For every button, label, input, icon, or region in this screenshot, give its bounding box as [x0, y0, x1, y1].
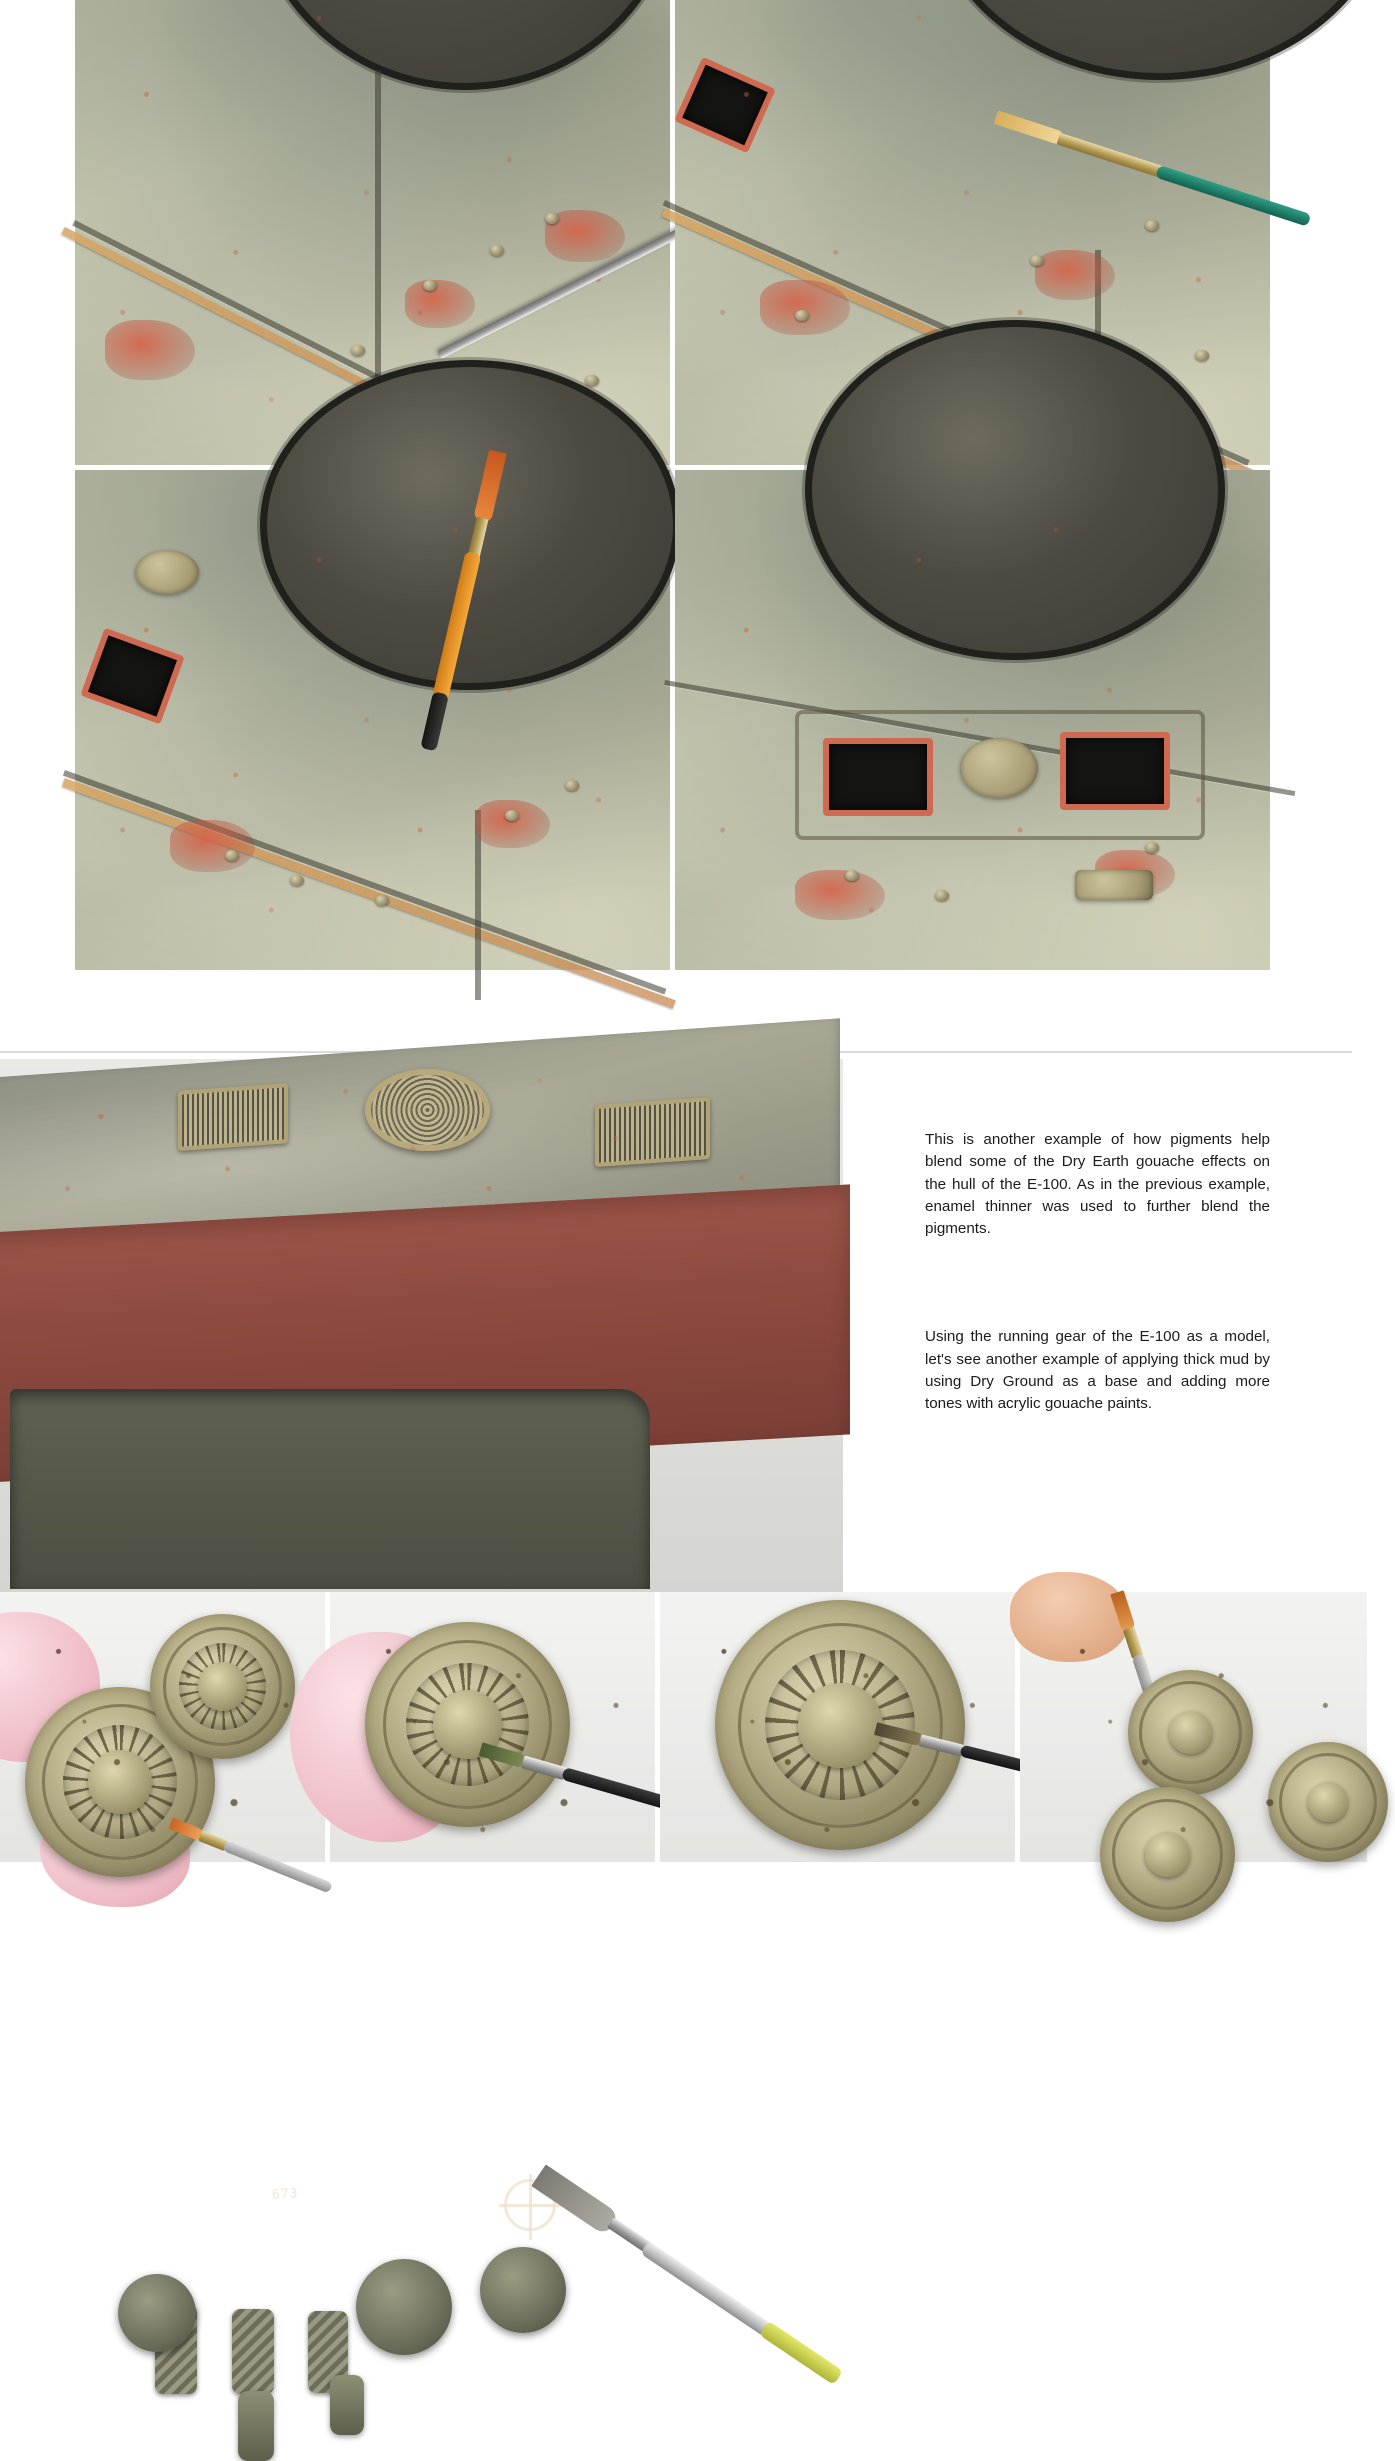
wheel-photo-2: [330, 1592, 655, 1862]
road-wheel: [118, 2274, 196, 2352]
middle-section: [0, 1052, 1352, 2203]
hull-bolt: [795, 310, 809, 321]
road-wheel: [356, 2259, 452, 2355]
brush-handle: [640, 2241, 773, 2337]
hull-bolt: [565, 780, 579, 791]
hull-bolt: [545, 213, 559, 224]
wheel-photo-1: [0, 1592, 325, 1862]
swing-arm: [330, 2375, 364, 2435]
photo-hull-rear: [0, 1059, 843, 2203]
hull-bolt: [423, 280, 437, 291]
hull-bolt: [585, 375, 599, 386]
paragraph-1: This is another example of how pigments help blend some of the Dry Earth gouache effects on the hull of the E-100. As in the previous example, enamel thinner was used to further blend the pigments.: [925, 1131, 1270, 1238]
idler-wheel: [480, 2247, 566, 2333]
hull-bolt: [351, 345, 365, 356]
hull-bolt: [935, 890, 949, 901]
hull-stencil-number: 673: [271, 2186, 299, 2203]
tow-hook: [1075, 870, 1153, 900]
hull-bolt: [505, 810, 519, 821]
hull-bolt: [1145, 220, 1159, 231]
hull-bolt: [290, 875, 304, 886]
hull-bolt: [225, 850, 239, 861]
brush-end-cap: [759, 2321, 843, 2385]
rust-patch: [795, 870, 885, 920]
pigment-speckle: [330, 1592, 655, 1862]
hull-bolt: [375, 895, 389, 906]
photo-bottom-right: [675, 470, 1270, 970]
round-hatch: [960, 738, 1038, 798]
running-gear: [10, 1389, 650, 1589]
photo-grid: [75, 0, 1270, 970]
hull-bolt: [1030, 255, 1044, 266]
yellow-handle-fan-brush: [531, 2166, 843, 2387]
pigment-blending-photo-grid: [0, 0, 1352, 1052]
wheel-photo-3: [660, 1592, 1015, 1862]
roadwheel-photo-strip: [0, 1592, 1352, 1862]
pigment-speckle: [0, 1592, 325, 1862]
paragraph-2: Using the running gear of the E-100 as a model, let's see another example of applying thick mud by using Dry Ground as a base and adding more tones with acrylic gouache paints.: [925, 1328, 1270, 1413]
hull-bolt: [1145, 842, 1159, 853]
vision-port-right: [1060, 732, 1170, 810]
loose-pigment-scatter: [1020, 1592, 1367, 1862]
hull-bolt: [1195, 350, 1209, 361]
body-text-column: [925, 1129, 1270, 1416]
hull-bolt: [490, 245, 504, 256]
wheel-photo-4: [1020, 1592, 1367, 1862]
pigment-speckle: [75, 470, 670, 970]
vision-port-left: [823, 738, 933, 816]
swing-arm: [238, 2391, 274, 2461]
hull-bolt: [845, 870, 859, 881]
suspension-spring: [232, 2309, 274, 2394]
photo-bottom-left: [75, 470, 670, 970]
pigment-speckle: [660, 1592, 1015, 1862]
